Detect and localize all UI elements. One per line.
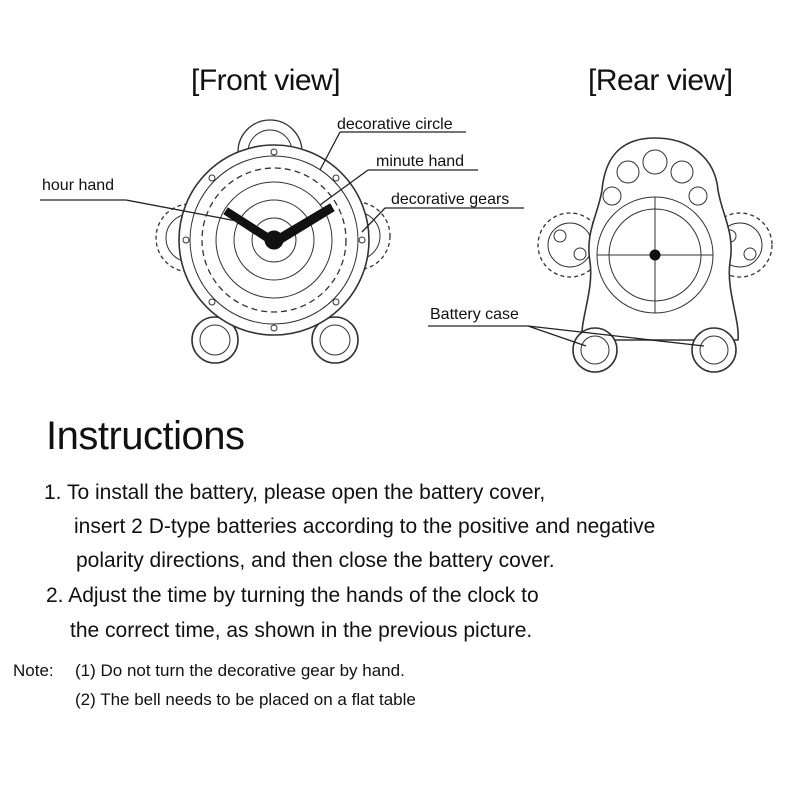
- note-label: Note:: [13, 661, 54, 680]
- rear-view-title: [Rear view]: [588, 64, 733, 97]
- note-1: (1) Do not turn the decorative gear by hand.: [75, 661, 405, 680]
- front-view-title: [Front view]: [191, 64, 341, 97]
- front-view-clock: [156, 120, 390, 363]
- step1-line3: polarity directions, and then close the battery cover.: [76, 549, 555, 572]
- battery-case-label: Battery case: [430, 306, 519, 323]
- rear-right-battery-case: [692, 328, 736, 372]
- rear-body-outline: [582, 138, 738, 340]
- instructions-heading: Instructions: [46, 414, 245, 458]
- rear-view-clock: [538, 138, 772, 372]
- note-2: (2) The bell needs to be placed on a flat table: [75, 690, 416, 709]
- step1-line1: 1. To install the battery, please open the battery cover,: [44, 481, 546, 504]
- hand-hub: [265, 231, 283, 249]
- hour-hand-label: hour hand: [42, 177, 115, 194]
- rear-left-battery-case: [573, 328, 617, 372]
- step2-line1: 2. Adjust the time by turning the hands of the clock to: [46, 584, 539, 607]
- step1-line2: insert 2 D-type batteries according to the positive and negative: [74, 515, 656, 538]
- step2-line2: the correct time, as shown in the previous picture.: [70, 619, 533, 642]
- decorative-circle-label: decorative circle: [337, 116, 453, 133]
- decorative-gears-label: decorative gears: [391, 191, 510, 208]
- minute-hand-label: minute hand: [376, 153, 465, 170]
